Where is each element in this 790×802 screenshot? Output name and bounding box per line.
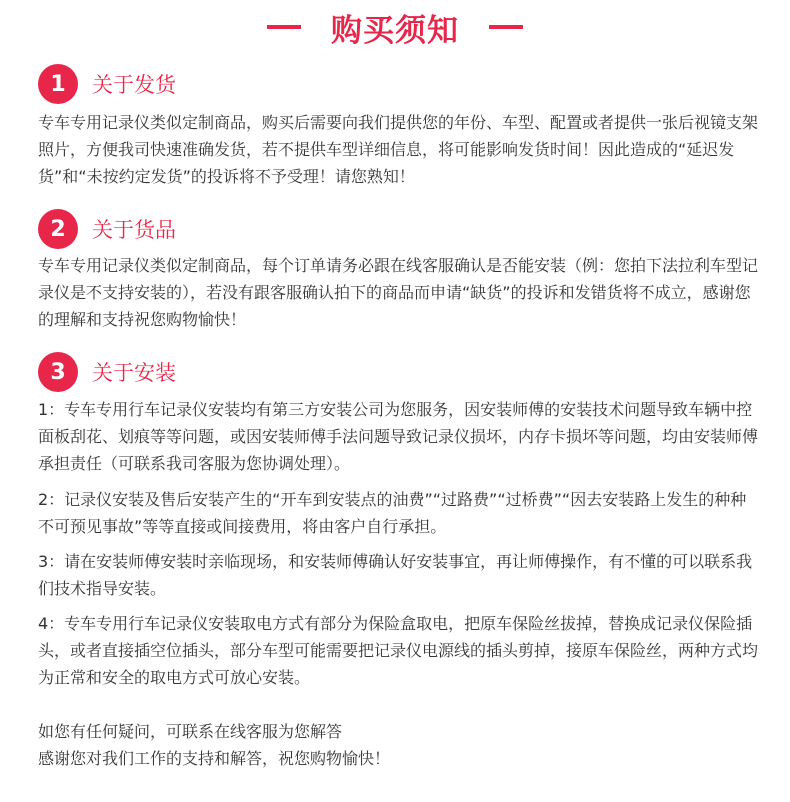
section-number-badge: 2 (38, 209, 78, 249)
section-heading-goods (38, 209, 176, 249)
section-heading-shipping (38, 64, 176, 104)
page-title: 购买须知 (331, 12, 459, 49)
title-right-dash (489, 25, 523, 29)
section-number-badge: 3 (38, 352, 78, 392)
closing-line-2: 感谢您对我们工作的支持和解答，祝您购物愉快！ (38, 749, 391, 768)
install-note-4: 4：专车专用行车记录仪安装取电方式有部分为保险盒取电，把原车保险丝拔掉，替换成记录仪保险插头，或者直接插空位插头，部分车型可能需要把记录仪电源线的插头剪掉，接原车保险丝，两种方式均为正常和安全的取电方式可放心安装。 (38, 614, 759, 687)
install-note-2: 2：记录仪安装及售后安装产生的“开车到安装点的油费”“过路费”“过桥费”“因去安装路上发生的种种不可预见事故”等等直接或间接费用，将由客户自行承担。 (38, 490, 747, 536)
page-title-bar (0, 4, 790, 50)
section-number-badge: 1 (38, 64, 78, 104)
section-title: 关于安装 (92, 361, 176, 385)
closing-line-1: 如您有任何疑问，可联系在线客服为您解答 (38, 722, 343, 741)
section-title: 关于货品 (92, 218, 176, 242)
install-note-3: 3：请在安装师傅安装时亲临现场，和安装师傅确认好安装事宜，再让师傅操作，有不懂的可以联系我们技术指导安装。 (38, 552, 753, 598)
section-paragraph: 专车专用记录仪类似定制商品，每个订单请务必跟在线客服确认是否能安装（例：您拍下法拉利车型记录仪是不支持安装的），若没有跟客服确认拍下的商品而申请“缺货”的投诉和发错货将不成立，感谢您的理解和支持祝您购物愉快！ (38, 256, 759, 329)
section-heading-installation (38, 352, 176, 392)
section-title: 关于发货 (92, 73, 176, 97)
section-paragraph: 专车专用记录仪类似定制商品，购买后需要向我们提供您的年份、车型、配置或者提供一张后视镜支架照片，方便我司快速准确发货，若不提供车型详细信息，将可能影响发货时间！因此造成的“延迟发货”和“未按约定发货”的投诉将不予受理！请您熟知！ (38, 113, 759, 186)
title-left-dash (267, 25, 301, 29)
install-note-1: 1：专车专用行车记录仪安装均有第三方安装公司为您服务，因安装师傅的安装技术问题导致车辆中控面板刮花、划痕等等问题，或因安装师傅手法问题导致记录仪损坏，内存卡损坏等问题，均由安装师傅承担责任（可联系我司客服为您协调处理）。 (38, 400, 759, 473)
